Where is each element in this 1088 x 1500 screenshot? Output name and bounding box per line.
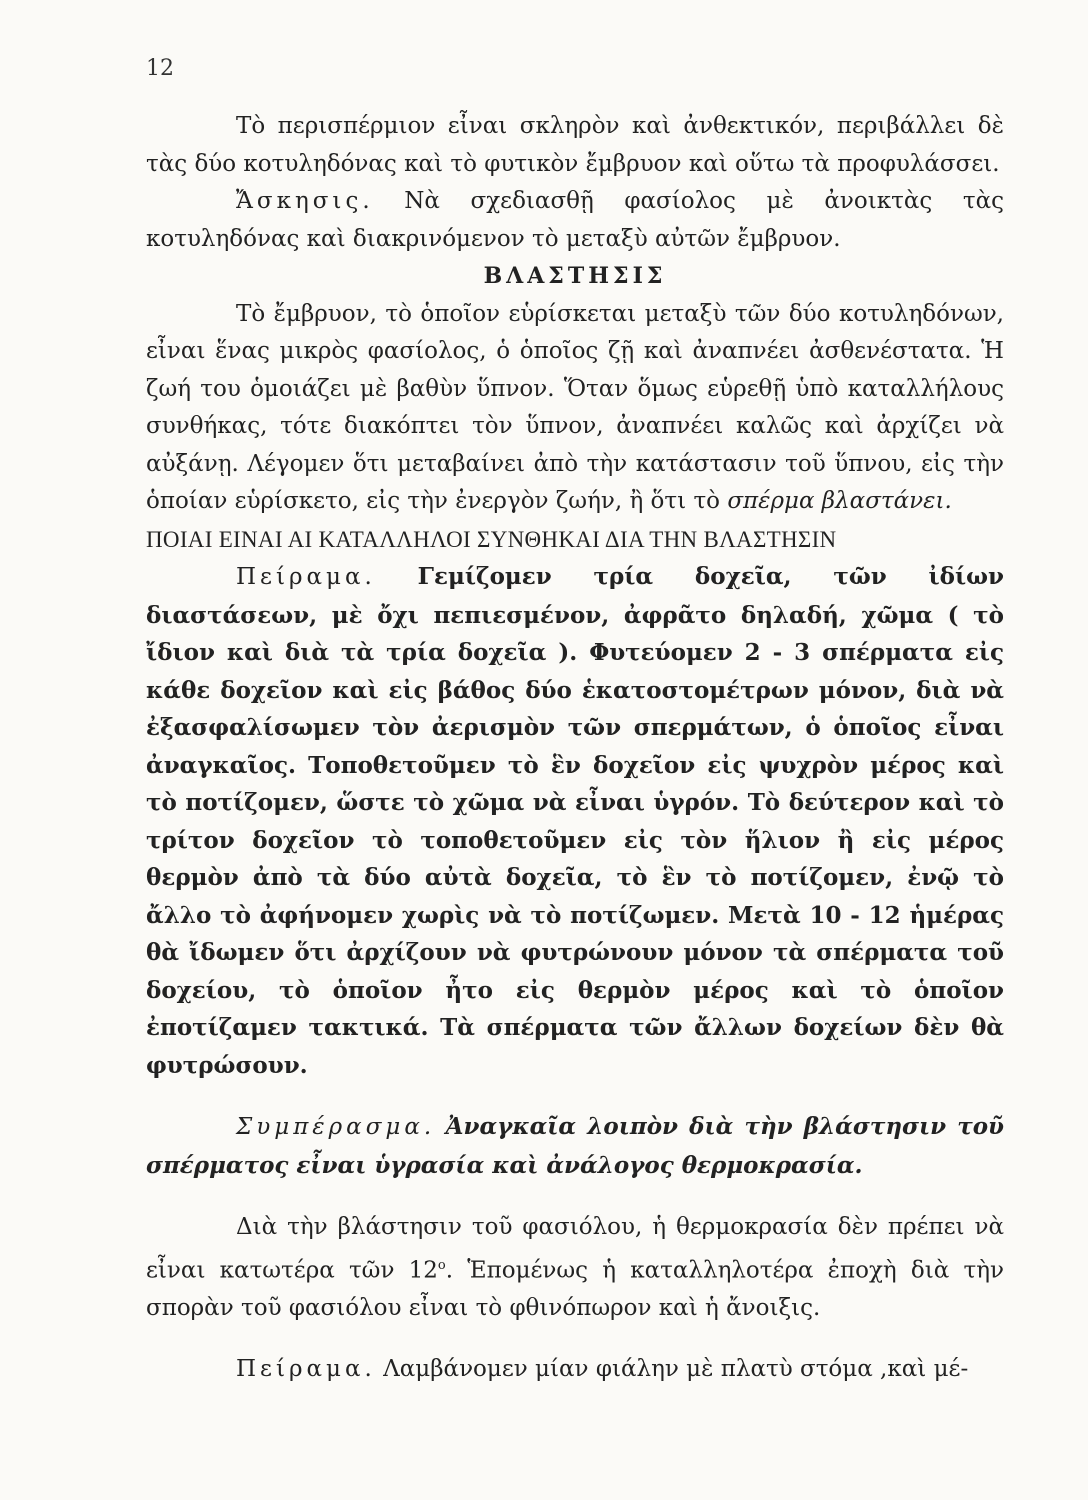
conditions-heading: ΠΟΙΑΙ ΕΙΝΑΙ ΑΙ ΚΑΤΑΛΛΗΛΟΙ ΣΥΝΘΗΚΑΙ ΔΙΑ ΤΗΝ ΒΛΑΣΤΗΣΙΝ xyxy=(146,526,837,552)
experiment-paragraph xyxy=(146,558,1004,1084)
page-content xyxy=(146,108,1004,1389)
experiment2-label: Πείραμα. xyxy=(236,1356,376,1383)
paragraph-temperature xyxy=(146,1209,1004,1327)
exercise-label: Ἄσκησις. xyxy=(236,188,374,214)
germination-emphasis: σπέρμα βλαστάνει. xyxy=(727,488,952,514)
experiment2-paragraph xyxy=(146,1351,1004,1389)
page-number: 12 xyxy=(146,56,174,81)
experiment2-text: Λαμβάνομεν μίαν φιάλην μὲ πλατὺ στόμα ,καὶ μέ- xyxy=(383,1356,969,1383)
experiment-label: Πείραμα. xyxy=(236,564,376,590)
experiment-text: Γεμίζομεν τρία δοχεῖα, τῶν ἰδίων διαστάσεων, μὲ ὄχι πεπιεσμένον, ἀφρᾶτο δηλαδή, χῶμα ( τὸ ἴδιον καὶ διὰ τὰ τρία δοχεῖα ). Φυτεύομεν 2 - 3 σπέρματα εἰς κάθε δοχεῖον καὶ εἰς βάθος δύο ἑκατοστομέτρων μόνον, διὰ νὰ ἐξασφαλίσωμεν τὸν ἀερισμὸν τῶν σπερμάτων, ὁ ὁποῖος εἶναι ἀναγκαῖος. Τοποθετοῦμεν τὸ ἓν δοχεῖον εἰς ψυχρὸν μέρος καὶ τὸ ποτίζομεν, ὥστε τὸ χῶμα νὰ εἶναι ὑγρόν. Τὸ δεύτερον καὶ τὸ τρίτον δοχεῖον τὸ τοποθετοῦμεν εἰς τὸν ἥλιον ἢ εἰς μέρος θερμὸν ἀπὸ τὰ δύο αὐτὰ δοχεῖα, τὸ ἓν τὸ ποτίζομεν, ἐνῷ τὸ ἄλλο τὸ ἀφήνομεν χωρὶς νὰ τὸ ποτίζωμεν. Μετὰ 10 - 12 ἡμέρας θὰ ἴδωμεν ὅτι ἀρχίζουν νὰ φυτρώνουν μόνον τὰ σπέρματα τοῦ δοχείου, τὸ ὁποῖον ἦτο εἰς θερμὸν μέρος καὶ τὸ ὁποῖον ἐποτίζαμεν τακτικά. Τὰ σπέρματα τῶν ἄλλων δοχείων δὲν θὰ φυτρώσουν. xyxy=(146,563,1004,1079)
conclusion-text: Ἀναγκαῖα λοιπὸν διὰ τὴν βλάστησιν τοῦ σπέρματος εἶναι ὑγρασία καὶ ἀνάλογος θερμοκρασία. xyxy=(146,1113,1005,1179)
degree-superscript: ο xyxy=(437,1257,446,1273)
paragraph-germination xyxy=(146,296,1004,521)
exercise-paragraph xyxy=(146,183,1004,258)
conclusion-label: Συμπέρασμα. xyxy=(236,1114,436,1140)
section-title: ΒΛΑΣΤΗΣΙΣ xyxy=(483,263,667,289)
temperature-text-after: . Ἑπομένως ἡ καταλληλοτέρα ἐποχὴ διὰ τὴν σπορὰν τοῦ φασιόλου εἶναι τὸ φθινόπωρον καὶ ἡ ἄνοιξις. xyxy=(146,1257,1004,1321)
exercise-text: Νὰ σχεδιασθῇ φασίολος μὲ ἀνοικτὰς τὰς κοτυληδόνας καὶ διακρινόμενον τὸ μεταξὺ αὐτῶν ἔμβρυον. xyxy=(146,188,1004,252)
paragraph-perisperm: Τὸ περισπέρμιον εἶναι σκληρὸν καὶ ἀνθεκτικόν, περιβάλλει δὲ τὰς δύο κοτυληδόνας καὶ τὸ φυτικὸν ἔμβρυον καὶ οὕτω τὰ προφυλάσσει. xyxy=(146,113,1004,177)
germination-text: Τὸ ἔμβρυον, τὸ ὁποῖον εὑρίσκεται μεταξὺ τῶν δύο κοτυληδόνων, εἶναι ἕνας μικρὸς φασίολος, ὁ ὁποῖος ζῇ καὶ ἀναπνέει ἀσθενέστατα. Ἡ ζωή του ὁμοιάζει μὲ βαθὺν ὕπνον. Ὅταν ὅμως εὑρεθῇ ὑπὸ καταλλήλους συνθήκας, τότε διακόπτει τὸν ὕπνον, ἀναπνέει καλῶς καὶ ἀρχίζει νὰ αὐξάνῃ. Λέγομεν ὅτι μεταβαίνει ἀπὸ τὴν κατάστασιν τοῦ ὕπνου, εἰς τὴν ὁποίαν εὑρίσκετο, εἰς τὴν ἐνεργὸν ζωήν, ἢ ὅτι τὸ xyxy=(146,300,1004,514)
temperature-text-before: Διὰ τὴν βλάστησιν τοῦ φασιόλου, ἡ θερμοκρασία δὲν πρέπει νὰ εἶναι κατωτέρα τῶν 12 xyxy=(146,1214,1004,1284)
conclusion-paragraph xyxy=(146,1108,1004,1185)
